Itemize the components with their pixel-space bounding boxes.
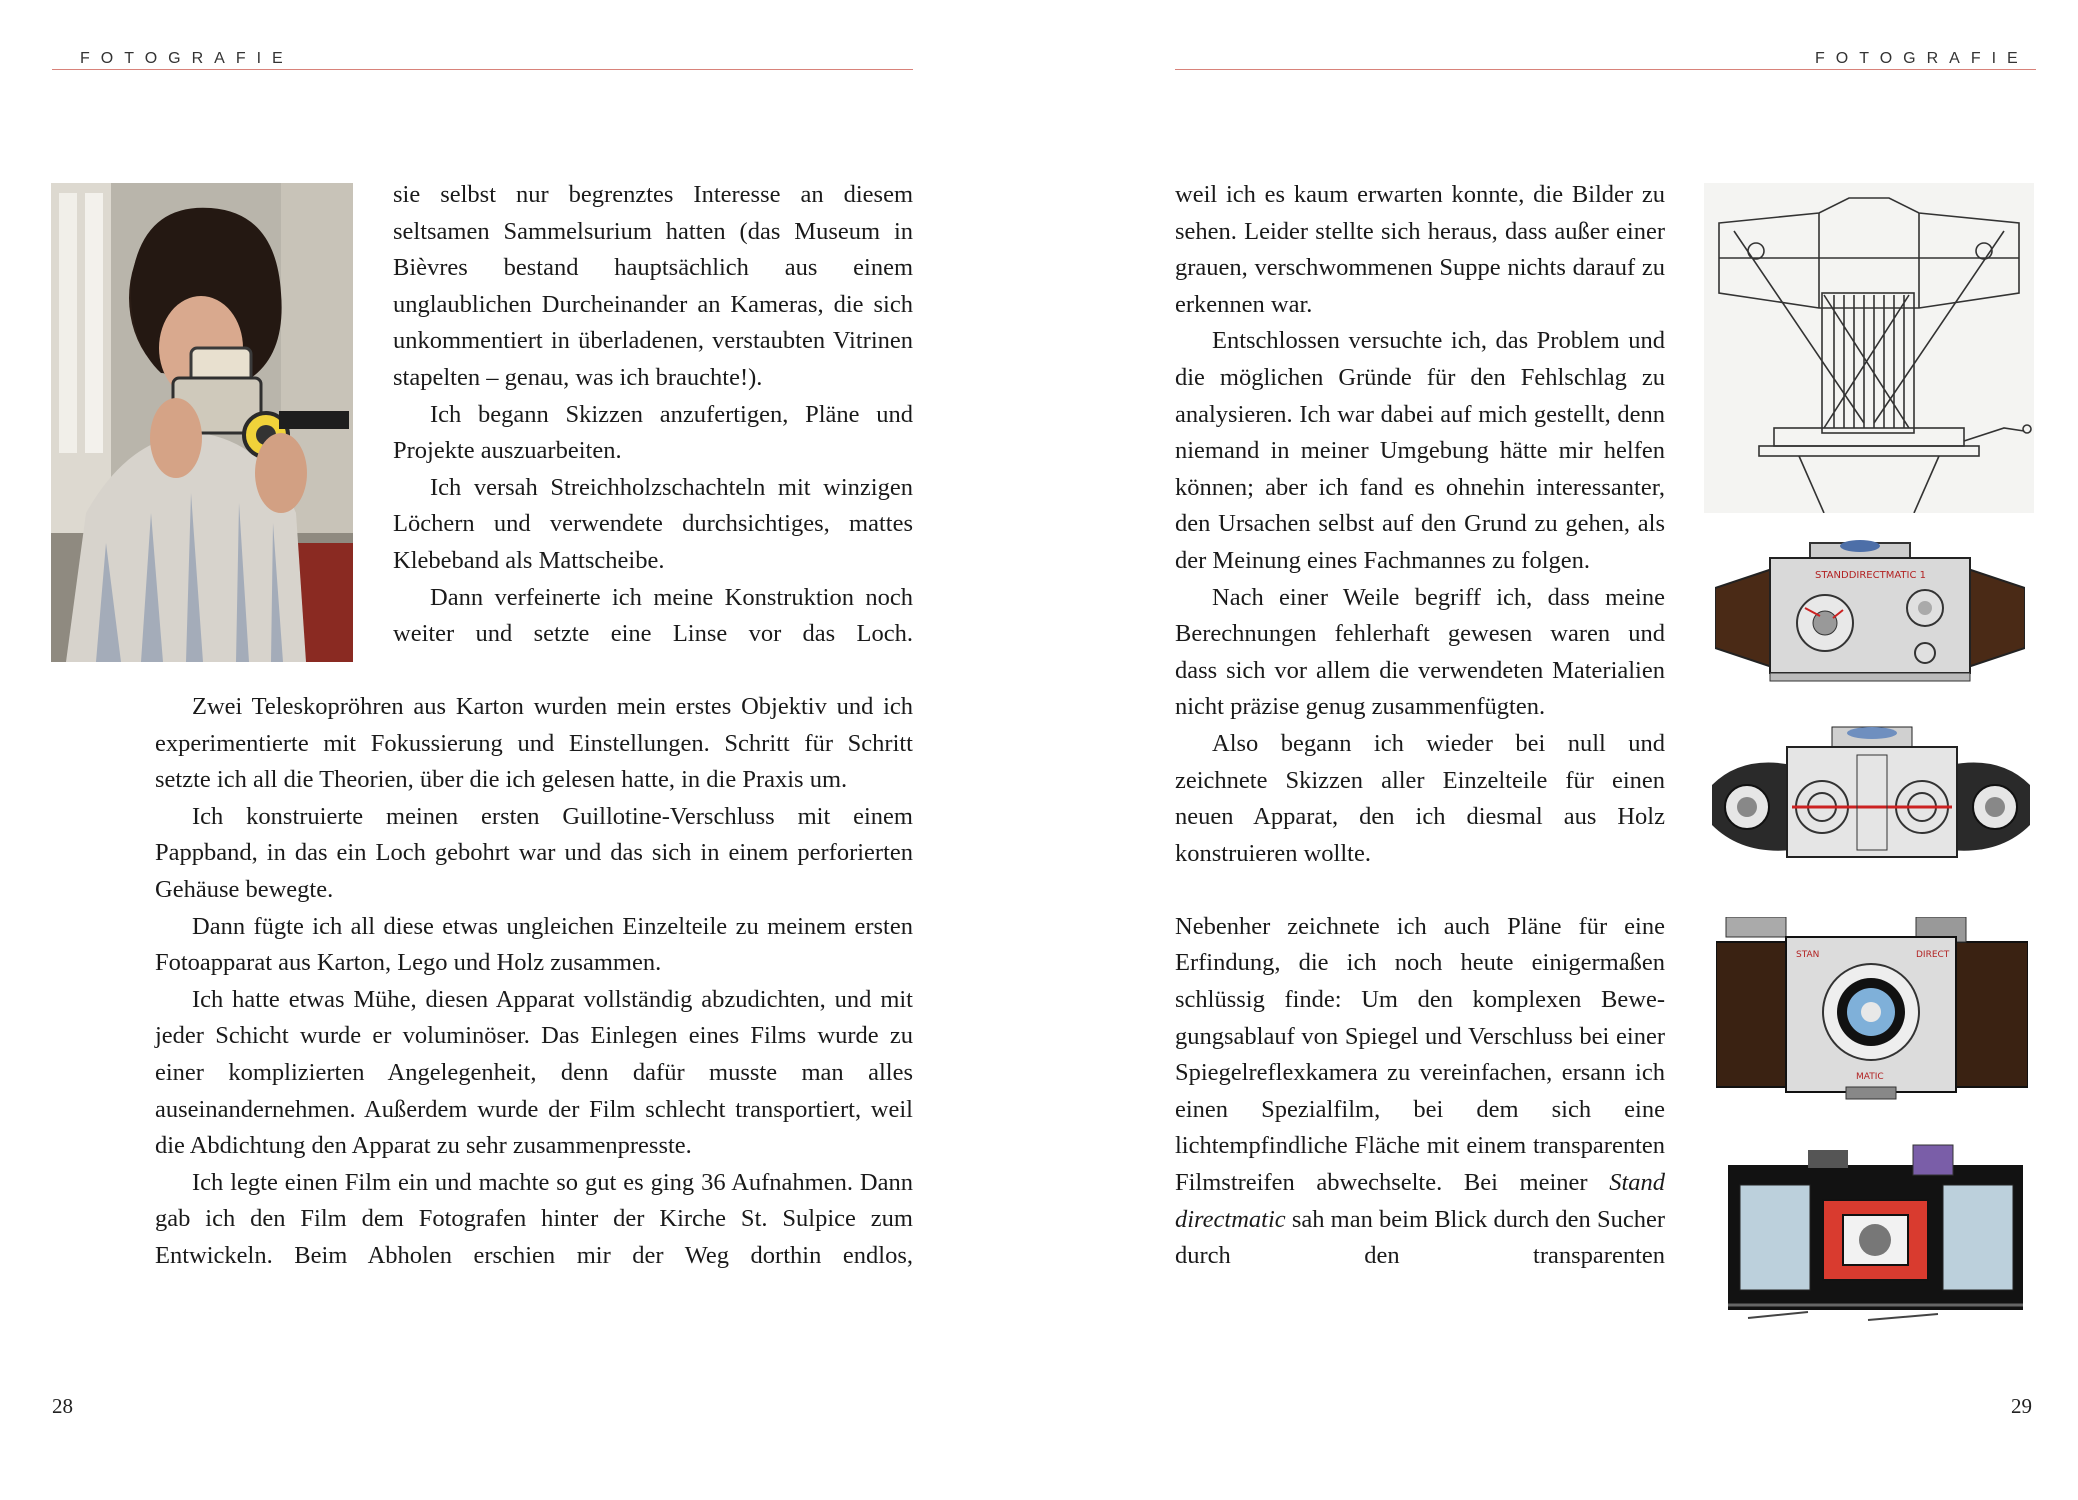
right-page-text-column [1175, 177, 1665, 1275]
running-head-right: FOTOGRAFIE [1815, 50, 2029, 67]
paragraph-14 [1175, 909, 1665, 1275]
page-number-right: 29 [2011, 1394, 2032, 1418]
paragraph-12: Nach einer Weile begriff ich, dass meine Berechnungen fehlerhaft gewesen waren und dass sich vor allem die verwendeten Materialien nicht präzise genug zusammenfügten. [1175, 583, 1665, 721]
running-head-rule-right [1175, 69, 2036, 70]
sketch-camera-color-4 [1728, 1140, 2023, 1325]
camera-name-italic: Stand directmatic [1175, 1169, 1665, 1233]
sketch-camera-color-2 [1712, 725, 2030, 870]
paragraph-8: Ich hatte etwas Mühe, diesen Apparat vollständig abzudichten, und mit jeder Schicht wurde er voluminöser. Das Einlegen eines Films wurde zu einer komplizierten Angelegenheit, denn dafür musste man alles auseinandernehmen. Außerdem wurde der Film schlecht transportiert, weil die Abdichtung den Apparat zu sehr zusammenpresste. [155, 985, 913, 1160]
paragraph-14-text-b: sah man beim Blick durch den Sucher durch den transparenten [1175, 1205, 1665, 1270]
paragraph-1: sie selbst nur begrenztes Interesse an diesem seltsamen Sammelsurium hatten (das Museum in Bièvres bestand hauptsächlich aus einem unglaublichen Durcheinander an Kameras, die sich unkommentiert in überladenen, verstaubten Vitrinen stapelten – genau, was ich brauchte!). [393, 181, 913, 391]
sketch-camera-color-1 [1715, 538, 2025, 688]
sketch-4-label-bottom: MATIC [1856, 1072, 1884, 1082]
sketch-4-label-left: STAN [1796, 950, 1820, 960]
paragraph-4: Dann verfeinerte ich meine Konstruktion noch weiter und setzte eine Linse vor das Loch. [393, 583, 913, 648]
paragraph-13: Also begann ich wieder bei null und zeichnete Skizzen aller Einzelteile für einen neuen Apparat, den ich diesmal aus Holz konstruieren wollte. [1175, 729, 1665, 867]
sketch-camera-line-drawing [1704, 183, 2034, 513]
paragraph-10: weil ich es kaum erwarten konnte, die Bilder zu sehen. Leider stellte sich heraus, dass außer einer grauen, verschwommenen Suppe nichts darauf zu erkennen war. [1175, 181, 1665, 318]
paragraph-7: Dann fügte ich all diese etwas ungleichen Einzelteile zu meinem ersten Fotoapparat aus Karton, Lego und Holz zusammen. [155, 912, 913, 977]
paragraph-3: Ich versah Streichholzschachteln mit winzigen Löchern und verwendete durchsichtiges, mattes Klebeband als Mattscheibe. [393, 473, 913, 574]
paragraph-14-text-a: Nebenher zeichnete ich auch Pläne für eine Erfindung, die ich noch heute einigermaßen schlüssig finde: Um den komplexen Bewegungsablauf von Spiegel und Verschluss bei einer Spiegelreflexkamera zu vereinfachen, ersann ich einen Spezialfilm, bei dem sich eine lichtempfindliche Fläche mit einem transparenten Filmstreifen abwechselte. Bei meiner [1175, 912, 1665, 1197]
paragraph-2: Ich begann Skizzen anzufertigen, Pläne und Projekte auszuarbeiten. [393, 400, 913, 465]
running-head-rule-left [52, 69, 913, 70]
photo-boy-with-camera [51, 183, 353, 662]
paragraph-5: Zwei Teleskopröhren aus Karton wurden mein erstes Objektiv und ich experimentierte mit Fokussierung und Einstellungen. Schritt für Schritt setzte ich all die Theorien, über die ich gelesen hatte, in die Praxis um. [155, 693, 913, 794]
sketch-camera-color-3 [1716, 917, 2028, 1102]
left-page-text-column-top [393, 177, 913, 653]
paragraph-6: Ich konstruierte meinen ersten Guillotine-Verschluss mit einem Pappband, in das ein Loch gebohrt war und das sich in einem perforierten Gehäuse bewegte. [155, 802, 913, 903]
left-page-text-column-bottom [155, 689, 913, 1275]
page-number-left: 28 [52, 1394, 73, 1418]
paragraph-11: Entschlossen versuchte ich, das Problem und die möglichen Gründe für den Fehlschlag zu analysieren. Ich war dabei auf mich gestellt, denn niemand in meiner Umgebung hätte mir helfen können; aber ich fand es ohnehin interessanter, den Ursachen selbst auf den Grund zu gehen, als der Meinung eines Fachmannes zu folgen. [1175, 327, 1665, 574]
sketch-2-label: STANDDIRECTMATIC 1 [1815, 570, 1926, 581]
running-head-left: FOTOGRAFIE [80, 50, 294, 67]
sketch-4-label-right: DIRECT [1916, 950, 1950, 960]
paragraph-9: Ich legte einen Film ein und machte so gut es ging 36 Aufnahmen. Dann gab ich den Film dem Fotografen hinter der Kirche St. Sulpice zum Entwickeln. Beim Abholen erschien mir der Weg dorthin endlos, [155, 1168, 913, 1269]
